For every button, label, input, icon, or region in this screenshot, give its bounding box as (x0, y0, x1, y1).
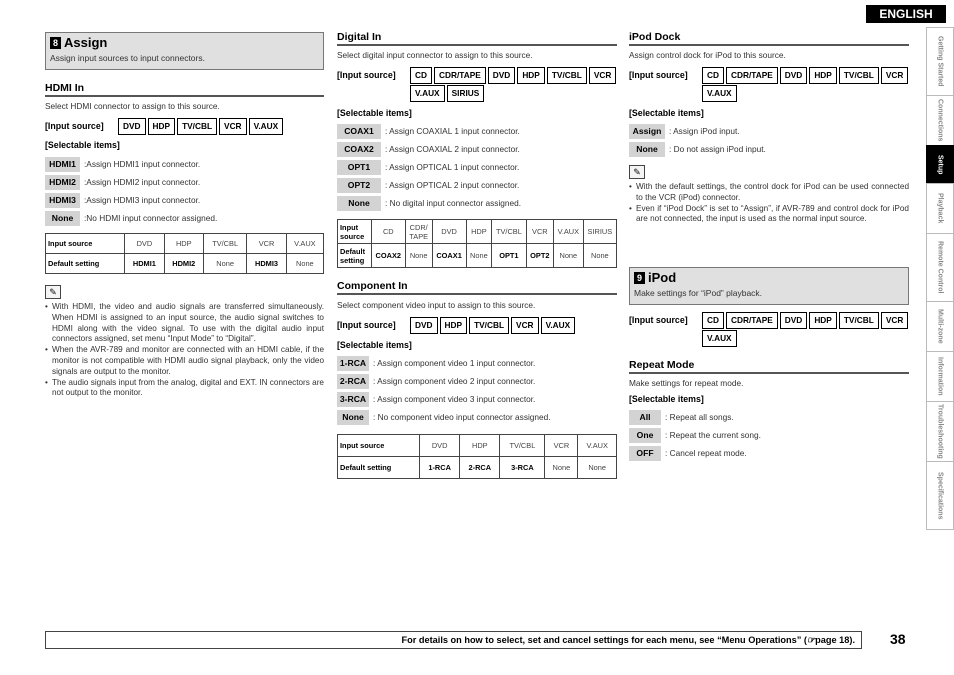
selectable-item (337, 158, 521, 176)
hdmi-sources (118, 118, 283, 135)
selectable-item (45, 173, 217, 191)
table-row (338, 435, 617, 457)
input-source-chip: HDP (440, 317, 468, 334)
selectable-item (629, 140, 766, 158)
ipod-dock-items (629, 122, 766, 158)
input-source-chip: HDP (809, 312, 837, 329)
ipod-section-header (629, 267, 909, 305)
section-title: Assign (64, 35, 108, 50)
table-row (338, 220, 617, 244)
note-item: • With the default settings, the control dock for iPod can be used connected to the VCR (iPod) connector. (629, 182, 909, 204)
selectable-item (629, 444, 761, 462)
cell-line: DVD (431, 441, 448, 450)
input-source-chip: VCR (511, 317, 539, 334)
table-cell: HDMI1 (125, 254, 164, 274)
input-source-chip: DVD (410, 317, 438, 334)
side-nav-label: Connections (936, 99, 944, 142)
label-line: Input (340, 222, 359, 232)
input-source-chip: V.AUX (410, 85, 445, 102)
selectable-key: COAX1 (337, 124, 381, 139)
input-source-chip: TV/CBL (839, 312, 879, 329)
selectable-key: HDMI1 (45, 157, 80, 172)
table-cell: None (578, 457, 617, 479)
ipod-dock-sources-row2 (702, 85, 737, 102)
section-number: 9 (634, 272, 645, 284)
footer-reference (45, 631, 862, 649)
table-row (46, 254, 324, 274)
component-selectable-label: [Selectable items] (337, 340, 412, 350)
hdmi-selectable-label: [Selectable items] (45, 140, 120, 150)
table-cell (286, 234, 323, 254)
table-cell (492, 220, 527, 244)
language-tab: ENGLISH (866, 5, 946, 23)
table-cell (125, 234, 164, 254)
table-cell: COAX2 (371, 244, 405, 268)
footer-text: For details on how to select, set and cancel settings for each menu, see “Menu Operations” ( (401, 635, 807, 645)
selectable-item (45, 209, 217, 227)
input-source-chip: TV/CBL (839, 67, 879, 84)
selectable-key: COAX2 (337, 142, 381, 157)
repeat-items (629, 408, 761, 462)
input-source-chip: TV/CBL (177, 118, 217, 135)
table-row-label: Input source (338, 435, 420, 457)
repeat-mode-heading: Repeat Mode (629, 359, 909, 374)
selectable-text: : No component video input connector assigned. (373, 412, 551, 422)
digital-in-heading: Digital In (337, 31, 617, 46)
side-nav-item (926, 351, 954, 401)
selectable-text: : Assign OPTICAL 1 input connector. (385, 162, 520, 172)
label-line: setting (340, 255, 365, 265)
component-in-heading: Component In (337, 280, 617, 295)
selectable-item (629, 408, 761, 426)
side-nav-label: Setup (936, 154, 944, 175)
table-cell: 2-RCA (460, 457, 500, 479)
reference-arrow-icon: ☞ (806, 635, 816, 645)
note-pencil-icon: ✎ (629, 165, 645, 179)
ipod-sources-row2 (702, 330, 737, 347)
section-subtitle: Make settings for “iPod” playback. (634, 288, 763, 298)
input-source-chip: SIRIUS (447, 85, 485, 102)
table-cell: OPT1 (492, 244, 527, 268)
label-line: source (340, 231, 365, 241)
selectable-text: : Assign COAXIAL 2 input connector. (385, 144, 520, 154)
digital-input-source-label: [Input source] (337, 70, 396, 80)
selectable-item (45, 191, 217, 209)
selectable-text: : Assign OPTICAL 2 input connector. (385, 180, 520, 190)
side-nav-label: Information (936, 357, 944, 396)
note-item: • Even if “iPod Dock” is set to “Assign”, if AVR-789 and control dock for iPod are not connected, the input is used as the normal input source. (629, 204, 909, 226)
note-item: • When the AVR-789 and monitor are connected with an HDMI cable, if the monitor is not compatible with HDMI audio signal playback, only the video signals are output to the monitor. (45, 345, 324, 377)
table-cell: COAX1 (432, 244, 466, 268)
selectable-key: OFF (629, 446, 661, 461)
input-source-chip: V.AUX (249, 118, 284, 135)
selectable-key: None (45, 211, 80, 226)
side-nav-item (926, 461, 954, 530)
input-source-chip: TV/CBL (547, 67, 587, 84)
note-pencil-icon: ✎ (45, 285, 61, 299)
table-cell: None (583, 244, 616, 268)
table-cell (578, 435, 617, 457)
selectable-key: OPT1 (337, 160, 381, 175)
input-source-chip: CDR/TAPE (434, 67, 486, 84)
input-source-chip: DVD (488, 67, 516, 84)
selectable-item (629, 122, 766, 140)
selectable-text: : Assign component video 2 input connector. (373, 376, 536, 386)
page-number: 38 (890, 631, 906, 647)
label-line: Default (340, 246, 366, 256)
cell-line: DVD (441, 227, 457, 236)
side-nav-label: Remote Control (936, 241, 944, 294)
input-source-chip: CDR/TAPE (726, 67, 778, 84)
input-source-chip: DVD (780, 312, 808, 329)
input-source-chip: CD (410, 67, 432, 84)
cell-line: DVD (136, 239, 153, 248)
selectable-item (337, 194, 521, 212)
input-source-chip: V.AUX (702, 330, 737, 347)
selectable-key: None (337, 196, 381, 211)
table-cell: OPT2 (526, 244, 553, 268)
repeat-mode-desc: Make settings for repeat mode. (629, 378, 744, 388)
side-nav (926, 27, 954, 530)
input-source-chip: CD (702, 312, 724, 329)
table-cell (164, 234, 203, 254)
side-nav-item (926, 233, 954, 301)
input-source-chip: VCR (881, 312, 909, 329)
side-nav-item (926, 27, 954, 95)
table-cell (432, 220, 466, 244)
table-cell (247, 234, 286, 254)
table-cell (371, 220, 405, 244)
cell-line: HDP (175, 239, 192, 248)
selectable-key: 2-RCA (337, 374, 369, 389)
digital-items (337, 122, 521, 212)
selectable-item (337, 122, 521, 140)
selectable-key: 3-RCA (337, 392, 369, 407)
cell-line: V.AUX (557, 227, 580, 236)
table-row-label (338, 220, 372, 244)
component-input-source-label: [Input source] (337, 320, 396, 330)
side-nav-label: Specifications (936, 471, 944, 520)
selectable-text: : Assign iPod input. (669, 126, 740, 136)
input-source-chip: TV/CBL (469, 317, 509, 334)
selectable-text: :Assign HDMI3 input connector. (84, 195, 201, 205)
input-source-chip: DVD (118, 118, 146, 135)
ipod-dock-input-source-label: [Input source] (629, 70, 688, 80)
side-nav-label: Playback (936, 193, 944, 224)
ipod-dock-heading: iPod Dock (629, 31, 909, 46)
component-items (337, 354, 551, 426)
side-nav-label: Troubleshooting (936, 404, 944, 459)
selectable-key: 1-RCA (337, 356, 369, 371)
input-source-chip: VCR (589, 67, 617, 84)
component-in-desc: Select component video input to assign to this source. (337, 300, 536, 310)
table-cell (203, 234, 246, 254)
table-cell (583, 220, 616, 244)
selectable-text: : Assign component video 3 input connector. (373, 394, 536, 404)
side-nav-item (926, 95, 954, 145)
selectable-text: :Assign HDMI2 input connector. (84, 177, 201, 187)
ipod-dock-desc: Assign control dock for iPod to this source. (629, 50, 786, 60)
section-number: 8 (50, 37, 61, 49)
selectable-key: None (337, 410, 369, 425)
section-subtitle: Assign input sources to input connectors. (50, 53, 205, 63)
selectable-key: None (629, 142, 665, 157)
input-source-chip: DVD (780, 67, 808, 84)
hdmi-in-heading: HDMI In (45, 82, 324, 97)
input-source-chip: CDR/TAPE (726, 312, 778, 329)
selectable-text: : Repeat the current song. (665, 430, 761, 440)
digital-in-desc: Select digital input connector to assign to this source. (337, 50, 533, 60)
cell-line: VCR (532, 227, 548, 236)
repeat-selectable-label: [Selectable items] (629, 394, 704, 404)
side-nav-label: Getting Started (936, 36, 944, 87)
ipod-input-source-label: [Input source] (629, 315, 688, 325)
table-cell: None (203, 254, 246, 274)
table-cell (420, 435, 460, 457)
input-source-chip: VCR (881, 67, 909, 84)
component-sources (410, 317, 575, 334)
selectable-item (337, 176, 521, 194)
input-source-chip: HDP (809, 67, 837, 84)
side-nav-item (926, 301, 954, 351)
table-cell: None (553, 244, 583, 268)
selectable-key: HDMI3 (45, 193, 80, 208)
table-cell: None (405, 244, 432, 268)
cell-line: CD (382, 227, 394, 236)
cell-line: HDP (472, 441, 488, 450)
selectable-key: One (629, 428, 661, 443)
note-item: • The audio signals input from the analog, digital and EXT. IN connectors are not output to the monitor. (45, 378, 324, 400)
table-cell: HDMI3 (247, 254, 286, 274)
selectable-key: HDMI2 (45, 175, 80, 190)
table-row (46, 234, 324, 254)
table-cell: None (466, 244, 491, 268)
table-row-label (338, 244, 372, 268)
input-source-chip: V.AUX (541, 317, 576, 334)
selectable-key: OPT2 (337, 178, 381, 193)
hdmi-notes (45, 302, 324, 399)
table-cell: None (545, 457, 578, 479)
selectable-text: : Cancel repeat mode. (665, 448, 747, 458)
selectable-text: : Do not assign iPod input. (669, 144, 766, 154)
cell-line: V.AUX (586, 441, 608, 450)
note-item: • With HDMI, the video and audio signals are transferred simultaneously. When HDMI is assigned to an input source, the audio signal switches to HDMI along with the video signal. To use with the digital audio input connectors assigned, set menu “Input Mode” to “Digital”. (45, 302, 324, 345)
side-nav-item (926, 145, 954, 183)
ipod-dock-sources-row1 (702, 67, 908, 84)
table-row (338, 244, 617, 268)
input-source-chip: V.AUX (702, 85, 737, 102)
selectable-text: : Assign COAXIAL 1 input connector. (385, 126, 520, 136)
side-nav-item (926, 183, 954, 233)
selectable-key: All (629, 410, 661, 425)
cell-line: SIRIUS (587, 227, 613, 236)
cell-line: HDP (471, 227, 487, 236)
hdmi-items (45, 155, 217, 227)
selectable-text: :Assign HDMI1 input connector. (84, 159, 201, 169)
selectable-item (337, 372, 551, 390)
section-title: iPod (648, 270, 677, 285)
side-nav-label: Multi-zone (936, 309, 944, 344)
digital-default-table (337, 219, 617, 268)
side-nav-item (926, 401, 954, 461)
cell-line: VCR (553, 441, 570, 450)
cell-line: TV/CBL (509, 441, 536, 450)
table-cell (526, 220, 553, 244)
digital-selectable-label: [Selectable items] (337, 108, 412, 118)
table-cell (466, 220, 491, 244)
hdmi-input-source-label: [Input source] (45, 121, 104, 131)
selectable-text: : No digital input connector assigned. (385, 198, 522, 208)
input-source-chip: HDP (517, 67, 545, 84)
ipod-dock-notes (629, 182, 909, 225)
input-source-chip: HDP (148, 118, 176, 135)
input-source-chip: CD (702, 67, 724, 84)
cell-line: TV/CBL (495, 227, 522, 236)
ipod-dock-selectable-label: [Selectable items] (629, 108, 704, 118)
selectable-key: Assign (629, 124, 665, 139)
table-row-label: Default setting (46, 254, 125, 274)
hdmi-default-table (45, 233, 324, 274)
assign-section-header (45, 32, 324, 70)
table-row-label: Default setting (338, 457, 420, 479)
input-source-chip: VCR (219, 118, 247, 135)
selectable-item (337, 354, 551, 372)
cell-line: CDR/ (409, 222, 428, 232)
table-cell: HDMI2 (164, 254, 203, 274)
table-cell (553, 220, 583, 244)
cell-line: TAPE (409, 231, 429, 241)
selectable-item (629, 426, 761, 444)
selectable-text: : Assign component video 1 input connector. (373, 358, 536, 368)
selectable-item (337, 408, 551, 426)
footer-page-ref: page 18). (815, 635, 855, 645)
cell-line: VCR (258, 239, 275, 248)
component-default-table (337, 434, 617, 479)
ipod-sources-row1 (702, 312, 908, 329)
selectable-item (337, 140, 521, 158)
table-cell (545, 435, 578, 457)
table-cell (500, 435, 545, 457)
selectable-item (337, 390, 551, 408)
table-cell (460, 435, 500, 457)
hdmi-in-desc: Select HDMI connector to assign to this source. (45, 101, 220, 111)
table-cell: None (286, 254, 323, 274)
digital-sources-row1 (410, 67, 616, 84)
selectable-item (45, 155, 217, 173)
table-cell: 1-RCA (420, 457, 460, 479)
table-row (338, 457, 617, 479)
cell-line: V.AUX (294, 239, 316, 248)
table-cell (405, 220, 432, 244)
selectable-text: :No HDMI input connector assigned. (84, 213, 218, 223)
digital-sources-row2 (410, 85, 484, 102)
table-row-label: Input source (46, 234, 125, 254)
selectable-text: : Repeat all songs. (665, 412, 734, 422)
cell-line: TV/CBL (212, 239, 239, 248)
table-cell: 3-RCA (500, 457, 545, 479)
